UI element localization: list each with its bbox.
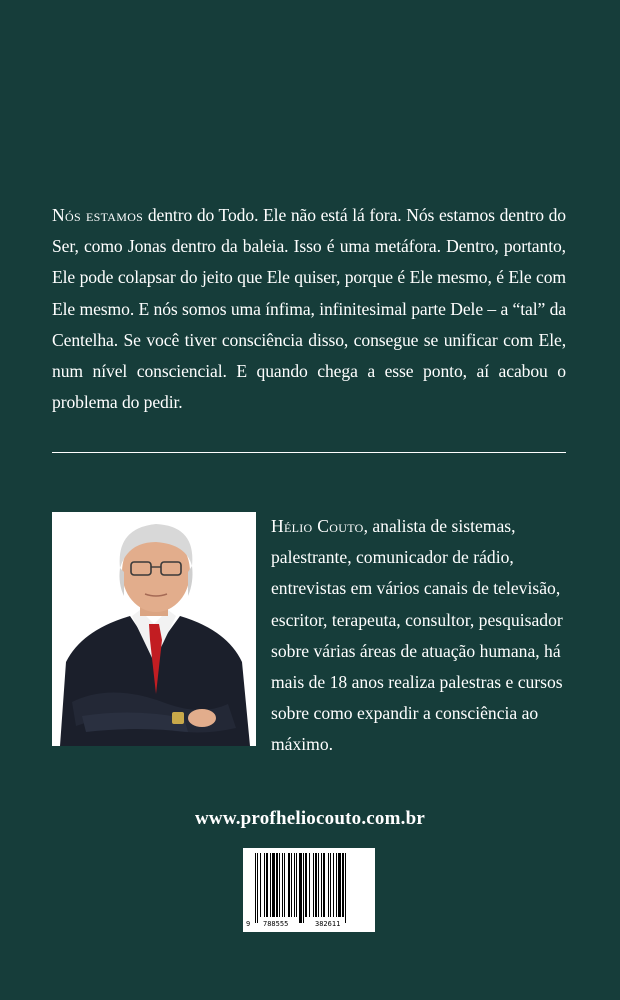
barcode-bar — [266, 853, 268, 917]
barcode-bar — [315, 853, 317, 917]
barcode-group-right: 382611 — [315, 920, 341, 928]
barcode-bar — [328, 853, 329, 917]
barcode-bar — [276, 853, 278, 917]
barcode-bar — [255, 853, 256, 923]
back-cover-quote — [52, 200, 566, 418]
barcode-bar — [342, 853, 344, 917]
barcode-bar — [305, 853, 307, 917]
author-name: Hélio Couto — [271, 516, 364, 536]
barcode-bar — [345, 853, 346, 923]
barcode-bar — [294, 853, 295, 917]
barcode-bar — [318, 853, 319, 917]
barcode-bar — [321, 853, 322, 917]
barcode-bar — [288, 853, 290, 917]
barcode-bar — [338, 853, 341, 917]
barcode-bar — [336, 853, 337, 917]
barcode-bar — [333, 853, 334, 917]
barcode-bar — [282, 853, 283, 917]
author-bio — [271, 511, 571, 761]
barcode-bar — [264, 853, 265, 917]
barcode-bar — [284, 853, 285, 917]
quote-body: dentro do Todo. Ele não está lá fora. Nós estamos dentro do Ser, como Jonas dentro da baleia. Isso é uma metáfora. Dentro, portanto, Ele pode colapsar do jeito que Ele quiser, porque é Ele mesmo, é Ele com Ele mesmo. E nós somos uma ínfima, infinitesimal parte Dele – a “tal” da Centelha. Se você tiver consciência disso, consegue se unificar com Ele, num nível consciencial. E quando chega a esse ponto, aí acabou o problema do pedir. — [52, 205, 566, 413]
divider-line — [52, 452, 566, 453]
barcode-group-left: 788555 — [263, 920, 289, 928]
barcode-bar — [296, 853, 297, 917]
barcode-digit-first: 9 — [246, 920, 251, 928]
barcode-bar — [323, 853, 325, 917]
website-url: www.profheliocouto.com.br — [195, 808, 425, 829]
barcode-bar — [330, 853, 331, 917]
barcode-bar — [257, 853, 258, 923]
barcode-bar — [270, 853, 271, 917]
barcode-bar — [279, 853, 280, 917]
barcode-bar — [272, 853, 275, 917]
barcode-bar — [299, 853, 302, 923]
isbn-barcode — [243, 848, 375, 932]
barcode-bar — [303, 853, 304, 923]
author-bio-text: , analista de sistemas, palestrante, comunicador de rádio, entrevistas em vários canais de televisão, escritor, terapeuta, consultor, pesquisador sobre várias áreas de atuação humana, há mais de 18 anos realiza palestras e cursos sobre como expandir a consciência ao máximo. — [271, 516, 563, 755]
barcode-bar — [291, 853, 292, 917]
barcode-bar — [309, 853, 310, 917]
barcode-bar — [313, 853, 314, 917]
barcode-bar — [260, 853, 261, 917]
author-photo — [52, 512, 256, 746]
quote-lead: Nós estamos — [52, 205, 144, 225]
